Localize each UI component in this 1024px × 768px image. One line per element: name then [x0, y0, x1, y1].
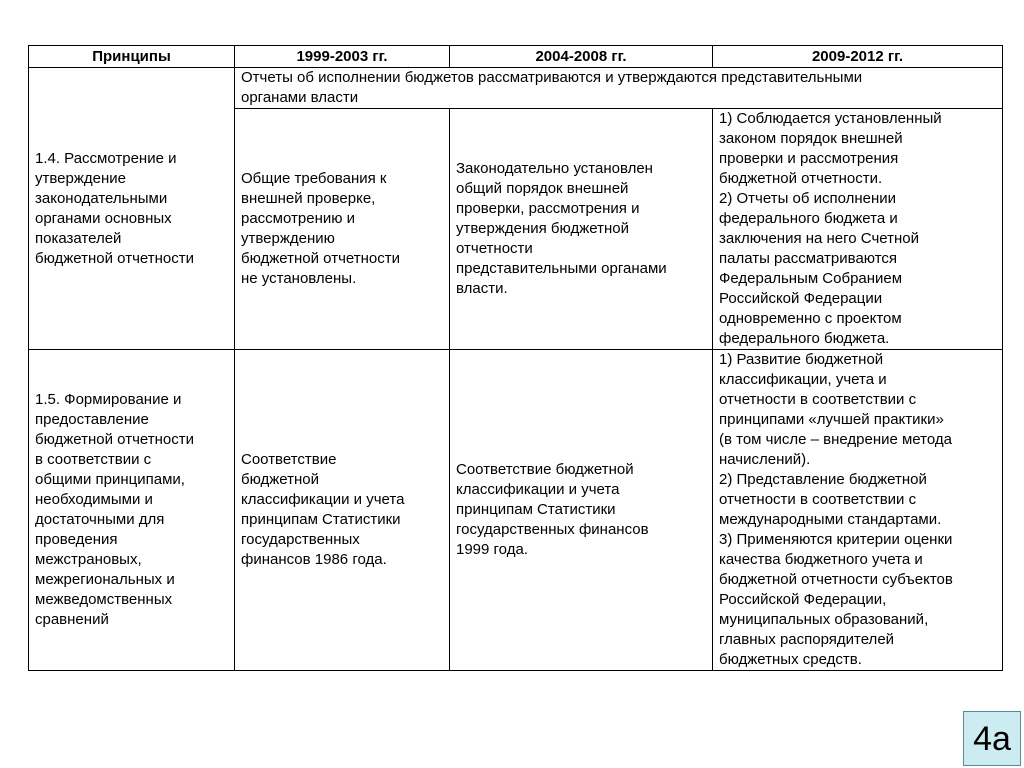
cell-text-line: общими принципами, — [35, 471, 185, 488]
header-row — [29, 46, 1003, 68]
cell-1-4-2009 — [713, 109, 1003, 350]
cell-text-line: представительными органами — [456, 260, 667, 277]
cell-text-line: внешней проверке, — [241, 190, 376, 207]
cell-text-line: показателей — [35, 229, 122, 247]
header-2004-2008: 2004-2008 гг. — [450, 46, 713, 68]
cell-text-line: 1) Развитие бюджетной — [719, 351, 884, 368]
table-row — [29, 68, 1003, 109]
cell-text-line: 2) Представление бюджетной — [719, 471, 927, 488]
cell-text-line: необходимыми и — [35, 491, 153, 508]
cell-1-5-1999 — [235, 350, 450, 671]
cell-text-line: палаты рассматриваются — [719, 250, 898, 267]
header-2009-2012: 2009-2012 гг. — [713, 46, 1003, 68]
cell-text-line: принципам Статистики — [456, 501, 616, 518]
cell-text-line: 1.4. Рассмотрение и — [35, 149, 177, 167]
cell-text-line: бюджетной отчетности субъектов — [719, 571, 953, 588]
cell-text-line: государственных финансов — [456, 521, 649, 538]
cell-text-line: не установлены. — [241, 270, 357, 287]
cell-text-line: утверждению — [241, 230, 335, 247]
cell-text-line: федерального бюджета и — [719, 210, 898, 227]
cell-text-line: муниципальных образований, — [719, 611, 929, 628]
cell-text-line: законом порядок внешней — [719, 130, 903, 147]
cell-text-line: отчетности в соответствии с — [719, 391, 917, 408]
cell-text-line: Соответствие — [241, 451, 337, 468]
cell-text-line: финансов 1986 года. — [241, 551, 387, 568]
cell-text-line: принципам Статистики — [241, 511, 401, 528]
cell-text-line: законодательными — [35, 189, 168, 207]
cell-1-5-2004 — [450, 350, 713, 671]
cell-text-line: межрегиональных и — [35, 571, 175, 588]
cell-text-line: бюджетной — [241, 471, 320, 488]
cell-text-line: общий порядок внешней — [456, 180, 629, 197]
table-row — [29, 350, 1003, 671]
cell-text-line: 3) Применяются критерии оценки — [719, 531, 953, 548]
cell-text-line: органами власти — [241, 89, 359, 106]
cell-text-line: одновременно с проектом — [719, 310, 902, 327]
cell-text-line: достаточными для — [35, 511, 165, 528]
cell-text-line: органами основных — [35, 209, 172, 227]
cell-text-line: международными стандартами. — [719, 511, 942, 528]
cell-text-line: отчетности в соответствии с — [719, 491, 917, 508]
cell-1-4-2004 — [450, 109, 713, 350]
cell-text-line: в соответствии с — [35, 451, 152, 468]
cell-text-line: Российской Федерации — [719, 290, 883, 307]
cell-text-line: принципами «лучшей практики» — [719, 411, 944, 428]
cell-text-line: качества бюджетного учета и — [719, 551, 923, 568]
slide-number-badge: 4а — [963, 711, 1021, 766]
cell-text-line: Законодательно установлен — [456, 160, 653, 177]
cell-text-line: Общие требования к — [241, 170, 387, 187]
cell-text-line: проверки, рассмотрения и — [456, 200, 640, 217]
principle-1-4-cell — [29, 68, 235, 350]
cell-text-line: федерального бюджета. — [719, 330, 890, 347]
cell-text-line: (в том числе – внедрение метода — [719, 431, 952, 448]
cell-text-line: 1.5. Формирование и — [35, 391, 182, 408]
cell-1-5-2009 — [713, 350, 1003, 671]
cell-text-line: главных распорядителей — [719, 631, 895, 648]
cell-text-line: бюджетной отчетности — [35, 249, 194, 267]
cell-text-line: сравнений — [35, 611, 109, 628]
cell-text-line: государственных — [241, 531, 360, 548]
cell-text-line: 1) Соблюдается установленный — [719, 110, 942, 127]
header-1999-2003: 1999-2003 гг. — [235, 46, 450, 68]
cell-text-line: Российской Федерации, — [719, 591, 887, 608]
cell-text-line: Отчеты об исполнении бюджетов рассматриваются и утверждаются представительными — [241, 69, 863, 86]
cell-1-4-1999 — [235, 109, 450, 350]
cell-text-line: классификации и учета — [241, 491, 405, 508]
shared-approval-cell — [235, 68, 1003, 109]
cell-text-line: отчетности — [456, 240, 533, 257]
cell-text-line: проверки и рассмотрения — [719, 150, 899, 167]
cell-text-line: утверждения бюджетной — [456, 220, 629, 237]
cell-text-line: бюджетной отчетности — [241, 250, 400, 267]
cell-text-line: межстрановых, — [35, 551, 142, 568]
header-principles: Принципы — [29, 46, 235, 68]
cell-text-line: бюджетной отчетности — [35, 431, 194, 448]
principle-1-5-cell — [29, 350, 235, 671]
cell-text-line: Федеральным Собранием — [719, 270, 903, 287]
cell-text-line: проведения — [35, 531, 118, 548]
cell-text-line: власти. — [456, 280, 508, 297]
cell-text-line: бюджетной отчетности. — [719, 170, 883, 187]
cell-text-line: классификации и учета — [456, 481, 620, 498]
cell-text-line: межведомственных — [35, 591, 173, 608]
cell-text-line: бюджетных средств. — [719, 651, 862, 668]
budget-principles-table — [28, 45, 1003, 671]
cell-text-line: 1999 года. — [456, 541, 528, 558]
cell-text-line: заключения на него Счетной — [719, 230, 920, 247]
cell-text-line: классификации, учета и — [719, 371, 887, 388]
cell-text-line: начислений). — [719, 451, 811, 468]
cell-text-line: 2) Отчеты об исполнении — [719, 190, 897, 207]
cell-text-line: предоставление — [35, 411, 149, 428]
cell-text-line: утверждение — [35, 169, 126, 187]
cell-text-line: Соответствие бюджетной — [456, 461, 634, 478]
cell-text-line: рассмотрению и — [241, 210, 356, 227]
